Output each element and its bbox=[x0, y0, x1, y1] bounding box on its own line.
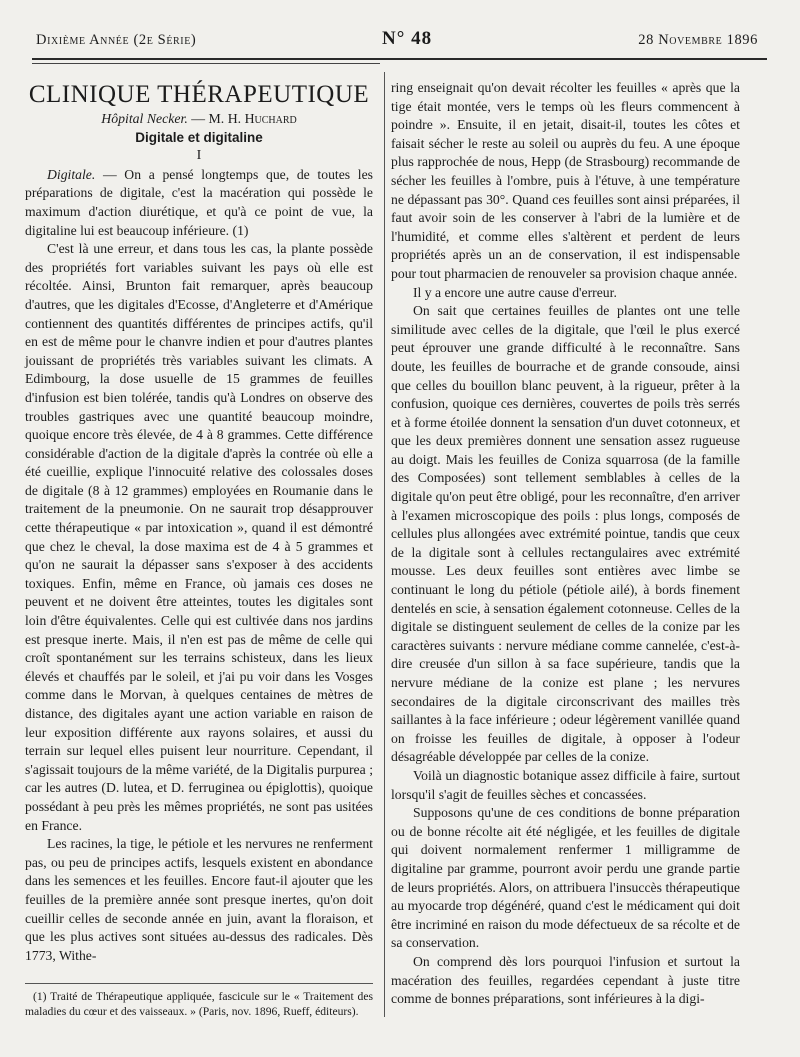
issue-number: N° 48 bbox=[382, 28, 433, 49]
header-rule-thin bbox=[32, 63, 380, 64]
left-column bbox=[25, 80, 373, 1020]
paragraph-text: — On a pensé longtemps que, de toutes les préparations de digitale, c'est la macération qui possède le maximum d'action diurétique, et qu'à ce point de vue, la digitaline lui est beaucoup inférieure. (1) bbox=[25, 166, 373, 238]
paragraph: C'est là une erreur, et dans tous les cas, la plante possède des propriétés fort variables suivant les pays où elle est récoltée. Ainsi, Brunton fait remarquer, après beaucoup d'autres, que les digitales d'Ecosse, d'Angleterre et d'Amérique contiennent des quantités différentes de principes actifs, qu'il en est de même pour le chanvre indien et pour d'autres plantes jouissant de propriétés très variables suivant les climats. A Edimbourg, la dose usuelle de 15 grammes de feuilles d'infusion est bien tolérée, tandis qu'à Londres on observe des troubles gastriques avec une quantité beaucoup moindre, quoique encore très élevée, de 4 à 8 grammes. Cette différence considérable d'action de la digitale d'après la contrée où elle a été cueillie, explique l'innocuité relative des colossales doses de digitale (8 à 12 grammes) employées en Roumanie dans le traitement de la pneumonie. On ne saurait trop désapprouver cette thérapeutique « par intoxication », quand il est démontré que chez le cheval, la dose maxima est de 4 à 5 grammes et qu'on ne saurait la dépasser sans s'exposer à des accidents toxiques. Enfin, même en France, où jamais ces doses ne peuvent et ne doivent être atteintes, toutes les digitales sont loin d'être équivalentes. Celle qui est cultivée dans nos jardins est presque inerte. Mais, il n'en est pas de même de celle qui croît spontanément sur les terrains schisteux, dans les lieux élevés et chauffés par le soleil, et j'ai pu voir dans les Vosges comme dans le Morvan, à quelques centaines de mètres de distance, des digitales ayant une action variable en raison de leur exposition différente aux rayons solaires, et aussi du terrain sur lequel elles puisent leur nourriture. Cependant, il s'agissait toujours de la même variété, de la Digitalis purpurea ; car les autres (D. lutea, et D. ferruginea ou épiglottis), quoique possédant à peu près les mêmes propriétés, ne sont pas usitées en France. bbox=[25, 241, 373, 833]
hospital-name: Hôpital Necker. bbox=[101, 111, 188, 126]
paragraph: Il y a encore une autre cause d'erreur. bbox=[413, 284, 617, 300]
right-column bbox=[391, 79, 740, 1009]
article-subtitle: Digitale et digitaline bbox=[135, 129, 263, 145]
section-number: I bbox=[196, 148, 202, 164]
column-divider bbox=[384, 72, 385, 1017]
footnote-rule bbox=[25, 983, 373, 984]
paragraph: Supposons qu'une de ces conditions de bonne préparation ou de bonne récolte ait été négligée, et les feuilles de digitale qui doivent normalement renfermer 1 milligramme de digitaline par gramme, pourront avoir perdu une grande partie de leurs propriétés. Alors, on attribuera l'insuccès thérapeutique au myocarde trop dégénéré, quand c'est le médicament qui doit être incriminé en raison du mode défectueux de sa récolte et de sa conservation. bbox=[391, 805, 740, 951]
issue-date: 28 Novembre 1896 bbox=[638, 32, 758, 48]
paragraph bbox=[25, 166, 373, 240]
article-title: CLINIQUE THÉRAPEUTIQUE bbox=[28, 81, 370, 108]
footnote: (1) Traité de Thérapeutique appliquée, fascicule sur le « Traitement des maladies du cœur et des vaisseaux. » (Paris, nov. 1896, Rueff, éditeurs). bbox=[25, 990, 373, 1018]
author-name: — M. H. Huchard bbox=[191, 111, 297, 126]
paragraph: Voilà un diagnostic botanique assez difficile à faire, surtout lorsqu'il s'agit de feuilles sèches et concassées. bbox=[391, 767, 740, 802]
paragraph: Les racines, la tige, le pétiole et les nervures ne renferment pas, ou peu de principes actifs, lesquels existent en abondance dans les semences et les feuilles. Encore faut-il ajouter que les feuilles de la première année sont presque inertes, qu'on doit cueillir celles de seconde année en juin, avant la floraison, et que les plus actives sont situées au-dessus des radicales. Dès 1773, Withe- bbox=[25, 836, 373, 963]
issue-year-label: Dixième Année (2e Série) bbox=[36, 32, 197, 48]
header-rule bbox=[32, 58, 767, 60]
paragraph: On sait que certaines feuilles de plantes ont une telle similitude avec celles de la digitale, que l'œil le plus exercé peut éprouver une grande difficulté à le reconnaître. Sans doute, les feuilles de bourrache et de grande consoude, ainsi que celles du bouillon blanc peuvent, à la rigueur, prêter à la confusion, quoique ces dernières, couvertes de poils très serrés et à forme étoilée donnent la sensation d'un duvet cotonneux, et que les deux premières donnent une sensation assez rugueuse au doigt. Mais les feuilles de Coniza squarrosa (de la famille des Composées) sont tellement semblables à celles de la digitale qu'on peut être obligé, pour les reconnaître, d'en arriver à l'examen microscopique des poils : plus longs, composés de cellules plus allongées avec extrémité pointue, tandis que ceux de la digitale sont à cellules rectangulaires avec extrémité mousse. Les deux feuilles sont entières avec limbe se continuant le long du pétiole (pétiole ailé), à bords finement dentelés en scie, à sensation également cotonneuse. Celles de la digitale se distinguent seulement de celles de la conize par les caractères suivants : nervure médiane comme cannelée, c'est-à-dire creusée d'un sillon à sa face supérieure, tandis que la nervure médiane de la conize est plane ; les nervures secondaires de la digitale circonscrivant des mailles très saillantes à la face inférieure ; odeur légèrement vanillée quand on froisse les feuilles de digitale, à opposer à l'odeur désagréable développée par celles de la conize. bbox=[391, 303, 740, 765]
page-header bbox=[30, 28, 764, 50]
article-byline bbox=[25, 110, 373, 129]
paragraph: On comprend dès lors pourquoi l'infusion et surtout la macération des feuilles, regardées cependant à juste titre comme de bonnes préparations, sont inférieures à la digi- bbox=[391, 953, 740, 1007]
paragraph: ring enseignait qu'on devait récolter les feuilles « après que la tige était montée, vers le temps où les fleurs commencent à poindre ». Ensuite, il en jetait, disait-il, toutes les côtes et faisait sécher le reste au soleil ou auprès du feu. A une époque plus rapprochée de nous, Hepp (de Strasbourg) recommande de sécher les feuilles à l'ombre, puis à l'étuve, à une température ne dépassant pas 30°. Quand ces feuilles sont ainsi préparées, il faut avoir soin de les conserver à l'abri de la lumière et de l'humidité, et comme elles s'altèrent et perdent de leurs propriétés après un an de conservation, il est indispensable pour tout pharmacien de renouveler sa provision chaque année. bbox=[391, 80, 740, 281]
paragraph-lead: Digitale. bbox=[47, 166, 96, 182]
